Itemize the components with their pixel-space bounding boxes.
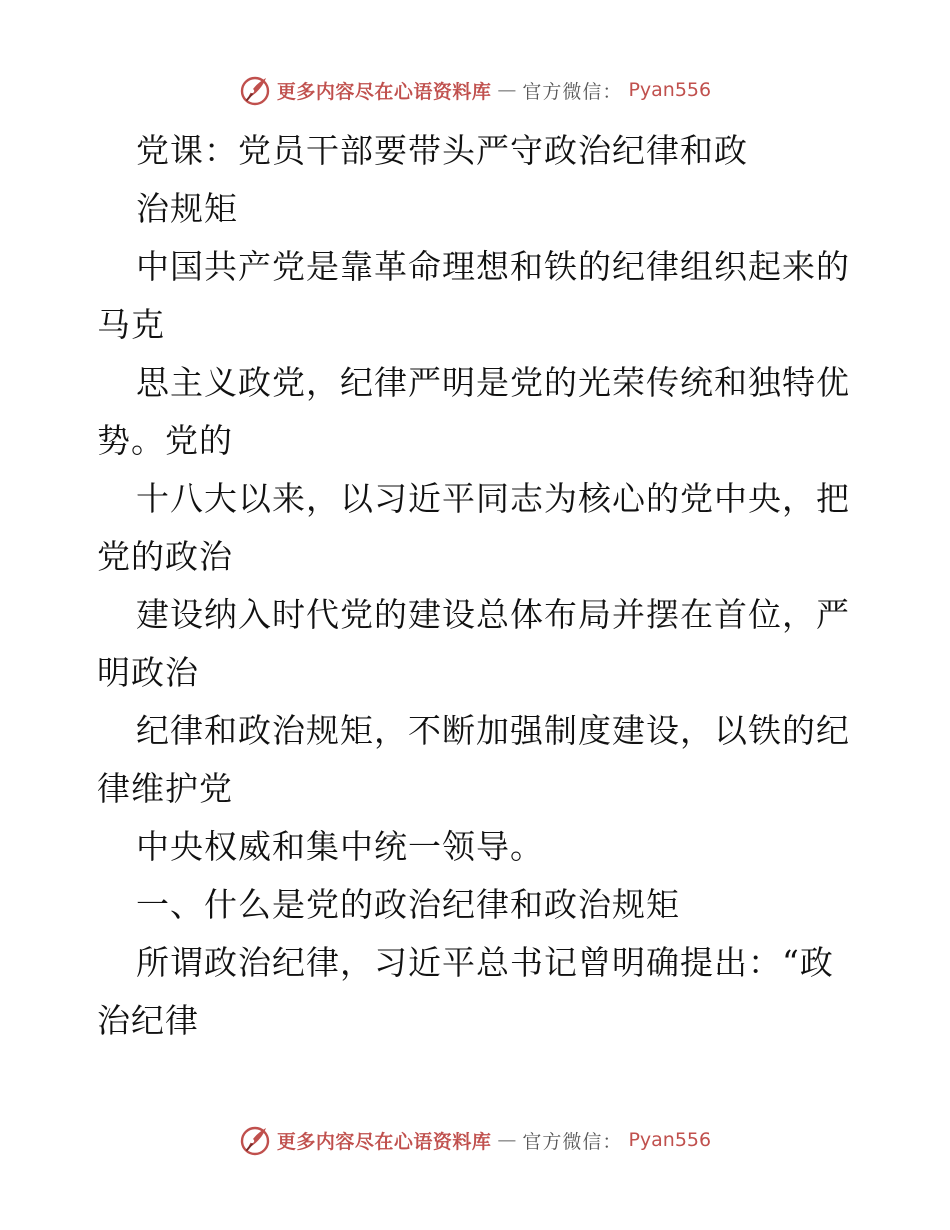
feather-pen-logo-icon bbox=[239, 74, 271, 106]
paragraph-line: 势。党的 bbox=[97, 421, 233, 460]
banner-text: 更多内容尽在心语资料库 bbox=[276, 80, 492, 103]
banner-text: 更多内容尽在心语资料库 bbox=[276, 1130, 492, 1153]
section-heading: 一、什么是党的政治纪律和政治规矩 bbox=[136, 885, 680, 924]
header-banner bbox=[0, 70, 950, 110]
paragraph-line: 马克 bbox=[97, 305, 165, 344]
paragraph-line: 明政治 bbox=[97, 653, 199, 692]
document-body bbox=[97, 122, 857, 1050]
feather-pen-logo-icon bbox=[239, 1124, 271, 1156]
paragraph-line: 中央权威和集中统一领导。 bbox=[136, 827, 544, 866]
paragraph-line: 党的政治 bbox=[97, 537, 233, 576]
paragraph-line: 建设纳入时代党的建设总体布局并摆在首位，严 bbox=[136, 595, 850, 634]
paragraph-line: 所谓政治纪律，习近平总书记曾明确提出：“政 bbox=[136, 943, 834, 982]
footer-banner bbox=[0, 1120, 950, 1160]
banner-wechat-label: 官方微信： bbox=[522, 1130, 623, 1153]
banner-separator: — bbox=[497, 79, 517, 101]
document-title-line: 治规矩 bbox=[136, 189, 238, 228]
banner-separator: — bbox=[497, 1129, 517, 1151]
paragraph-line: 中国共产党是靠革命理想和铁的纪律组织起来的 bbox=[136, 247, 850, 286]
banner-wechat-label: 官方微信： bbox=[522, 80, 623, 103]
paragraph-line: 律维护党 bbox=[97, 769, 233, 808]
banner-wechat-id: Pyan556 bbox=[628, 1129, 712, 1151]
paragraph-line: 治纪律 bbox=[97, 1001, 199, 1040]
paragraph-line: 纪律和政治规矩，不断加强制度建设，以铁的纪 bbox=[136, 711, 850, 750]
banner-wechat-id: Pyan556 bbox=[628, 79, 712, 101]
paragraph-line: 十八大以来，以习近平同志为核心的党中央，把 bbox=[136, 479, 850, 518]
paragraph-line: 思主义政党，纪律严明是党的光荣传统和独特优 bbox=[136, 363, 850, 402]
document-title-line: 党课：党员干部要带头严守政治纪律和政 bbox=[136, 131, 748, 170]
